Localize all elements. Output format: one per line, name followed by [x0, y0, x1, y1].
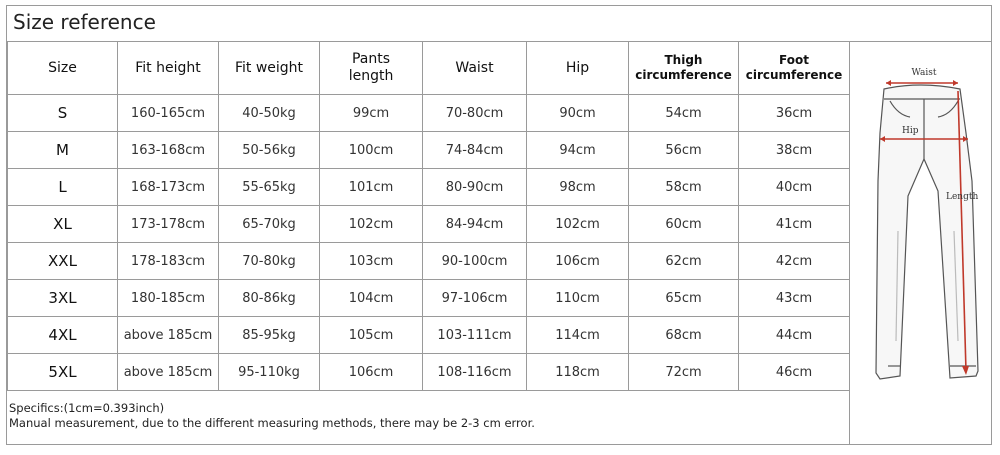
cell-hip: 114cm — [527, 317, 629, 354]
header-thigh-text: Thigh circumference — [635, 53, 732, 82]
header-waist: Waist — [423, 42, 527, 95]
table-row — [8, 95, 850, 132]
cell-waist: 74-84cm — [423, 132, 527, 169]
table-row — [8, 169, 850, 206]
cell-pants-length: 104cm — [320, 280, 423, 317]
cell-hip: 94cm — [527, 132, 629, 169]
cell-foot: 44cm — [739, 317, 850, 354]
cell-fit-height: above 185cm — [118, 354, 219, 391]
table-row — [8, 317, 850, 354]
cell-size: 5XL — [8, 354, 118, 391]
cell-hip: 98cm — [527, 169, 629, 206]
cell-thigh: 72cm — [629, 354, 739, 391]
waist-label: Waist — [911, 68, 937, 78]
cell-fit-weight: 50-56kg — [219, 132, 320, 169]
cell-fit-weight: 95-110kg — [219, 354, 320, 391]
cell-pants-length: 106cm — [320, 354, 423, 391]
pants-diagram — [849, 41, 991, 444]
cell-fit-weight: 85-95kg — [219, 317, 320, 354]
table-row — [8, 243, 850, 280]
cell-thigh: 68cm — [629, 317, 739, 354]
header-pants-length — [320, 42, 423, 95]
cell-fit-height: 163-168cm — [118, 132, 219, 169]
cell-fit-weight: 65-70kg — [219, 206, 320, 243]
cell-fit-height: above 185cm — [118, 317, 219, 354]
cell-hip: 90cm — [527, 95, 629, 132]
cell-pants-length: 101cm — [320, 169, 423, 206]
cell-waist: 103-111cm — [423, 317, 527, 354]
cell-pants-length: 100cm — [320, 132, 423, 169]
cell-pants-length: 99cm — [320, 95, 423, 132]
cell-fit-height: 173-178cm — [118, 206, 219, 243]
cell-fit-height: 168-173cm — [118, 169, 219, 206]
cell-size: 4XL — [8, 317, 118, 354]
cell-size: L — [8, 169, 118, 206]
cell-size: XL — [8, 206, 118, 243]
cell-pants-length: 103cm — [320, 243, 423, 280]
cell-waist: 70-80cm — [423, 95, 527, 132]
size-chart — [6, 5, 992, 445]
header-foot-text: Foot circumference — [745, 53, 843, 82]
table-row — [8, 280, 850, 317]
cell-thigh: 54cm — [629, 95, 739, 132]
cell-fit-weight: 70-80kg — [219, 243, 320, 280]
pants-illustration — [850, 41, 990, 441]
cell-size: M — [8, 132, 118, 169]
notes — [9, 401, 535, 431]
size-table — [7, 41, 850, 391]
cell-fit-weight: 55-65kg — [219, 169, 320, 206]
cell-fit-weight: 80-86kg — [219, 280, 320, 317]
cell-fit-weight: 40-50kg — [219, 95, 320, 132]
header-thigh — [629, 42, 739, 95]
cell-fit-height: 178-183cm — [118, 243, 219, 280]
cell-foot: 41cm — [739, 206, 850, 243]
header-hip: Hip — [527, 42, 629, 95]
cell-waist: 97-106cm — [423, 280, 527, 317]
cell-fit-height: 180-185cm — [118, 280, 219, 317]
header-size: Size — [8, 42, 118, 95]
table-row — [8, 206, 850, 243]
cell-foot: 46cm — [739, 354, 850, 391]
table-row — [8, 354, 850, 391]
cell-size: 3XL — [8, 280, 118, 317]
cell-hip: 106cm — [527, 243, 629, 280]
cell-thigh: 65cm — [629, 280, 739, 317]
waist-arrow-right — [953, 80, 958, 86]
cell-foot: 38cm — [739, 132, 850, 169]
cell-waist: 84-94cm — [423, 206, 527, 243]
cell-foot: 43cm — [739, 280, 850, 317]
note-measurement: Manual measurement, due to the different measuring methods, there may be 2-3 cm error. — [9, 416, 535, 430]
note-conversion: Specifics:(1cm=0.393inch) — [9, 401, 165, 415]
cell-foot: 40cm — [739, 169, 850, 206]
header-fit-height: Fit height — [118, 42, 219, 95]
header-fit-weight: Fit weight — [219, 42, 320, 95]
cell-foot: 42cm — [739, 243, 850, 280]
cell-thigh: 56cm — [629, 132, 739, 169]
waist-arrow-left — [886, 80, 891, 86]
cell-foot: 36cm — [739, 95, 850, 132]
cell-hip: 102cm — [527, 206, 629, 243]
cell-pants-length: 105cm — [320, 317, 423, 354]
cell-waist: 108-116cm — [423, 354, 527, 391]
cell-hip: 110cm — [527, 280, 629, 317]
cell-waist: 80-90cm — [423, 169, 527, 206]
table-row — [8, 132, 850, 169]
cell-waist: 90-100cm — [423, 243, 527, 280]
cell-thigh: 62cm — [629, 243, 739, 280]
cell-thigh: 60cm — [629, 206, 739, 243]
header-row — [8, 42, 850, 95]
header-pants-length-text: Pants length — [348, 51, 394, 84]
cell-hip: 118cm — [527, 354, 629, 391]
cell-size: XXL — [8, 243, 118, 280]
cell-thigh: 58cm — [629, 169, 739, 206]
header-foot — [739, 42, 850, 95]
length-label: Length — [946, 192, 979, 202]
cell-pants-length: 102cm — [320, 206, 423, 243]
cell-fit-height: 160-165cm — [118, 95, 219, 132]
hip-label: Hip — [902, 126, 919, 136]
cell-size: S — [8, 95, 118, 132]
title-bar — [7, 6, 991, 42]
page-title: Size reference — [13, 10, 156, 34]
